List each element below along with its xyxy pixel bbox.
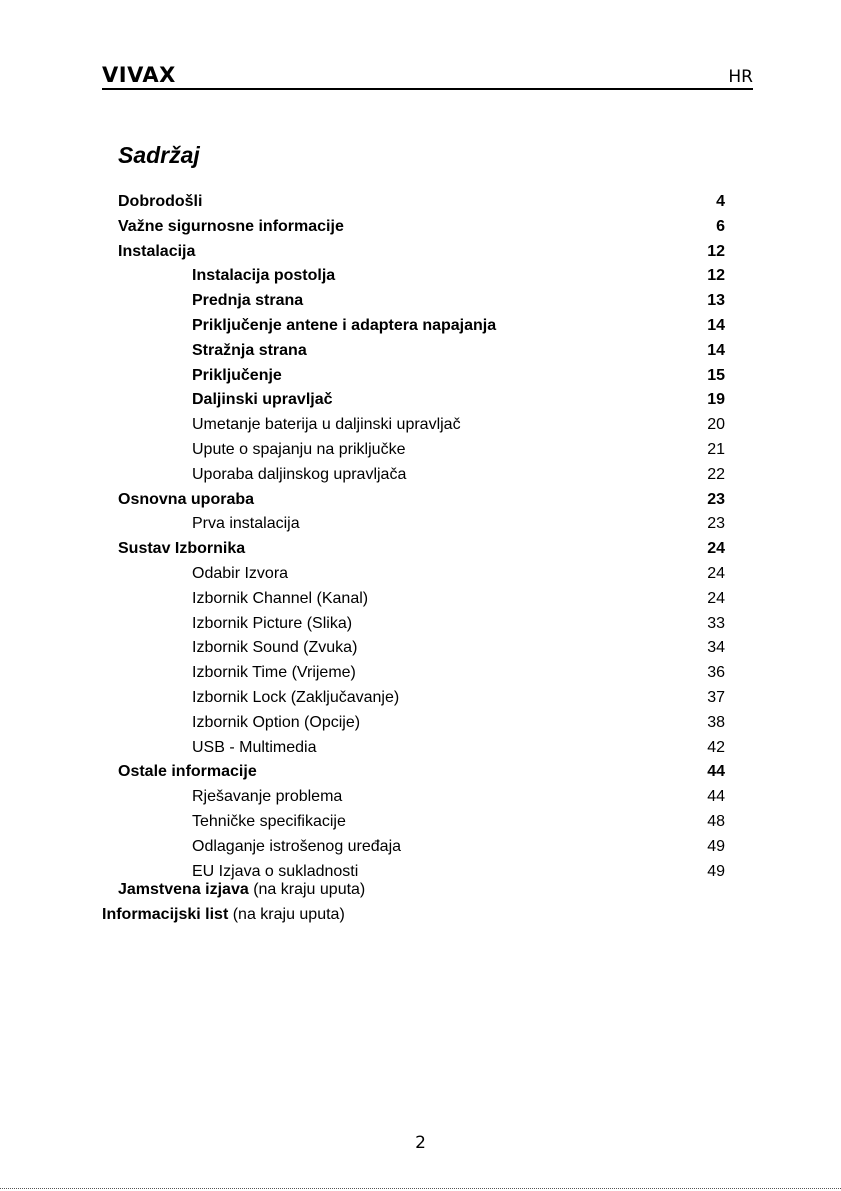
toc-entry-title: Izbornik Option (Opcije)	[192, 713, 361, 731]
page-number: 2	[415, 1133, 426, 1153]
language-code: HR	[728, 67, 753, 87]
toc-entry-title: EU Izjava o sukladnosti	[192, 862, 359, 880]
toc-entry-title: Rješavanje problema	[192, 788, 343, 806]
toc-entry	[0, 264, 841, 288]
page-header	[102, 62, 753, 90]
toc-entry	[0, 488, 841, 512]
bottom-divider	[0, 1188, 841, 1189]
toc-entry	[0, 364, 841, 388]
toc-entry-text	[118, 878, 365, 902]
toc-entry	[0, 785, 841, 809]
toc-entry-title: Instalacija postolja	[192, 267, 336, 285]
toc-entry-title: Priključenje antene i adaptera napajanja	[192, 317, 497, 334]
toc-entry-infosheet	[0, 903, 841, 927]
toc-entry	[0, 760, 841, 784]
toc-entry-page: 24	[707, 540, 725, 558]
toc-entry-warranty	[0, 878, 841, 902]
toc-entry-title: Izbornik Picture (Slika)	[192, 614, 353, 632]
toc-entry	[0, 512, 841, 536]
page-title: Sadržaj	[118, 142, 200, 168]
toc-entry-page: 23	[707, 490, 725, 508]
toc-entry-page: 37	[707, 689, 725, 706]
toc-entry	[0, 215, 841, 239]
toc-entry-title: Ostale informacije	[118, 763, 257, 781]
toc-entry-title: Odabir Izvora	[192, 565, 289, 582]
toc-entry-page: 21	[707, 441, 725, 458]
toc-entry-page: 15	[707, 366, 725, 384]
toc-entry-title: Osnovna uporaba	[118, 490, 255, 508]
toc-entry-title: Uporaba daljinskog upravljača	[192, 465, 407, 483]
toc-entry	[0, 314, 841, 338]
toc-entry	[0, 289, 841, 313]
toc-entry-page: 22	[707, 465, 725, 483]
toc-entry	[0, 463, 841, 487]
toc-entry-page: 34	[707, 639, 725, 657]
toc-entry	[0, 587, 841, 611]
toc-entry	[0, 661, 841, 685]
toc-entry-page: 38	[707, 713, 725, 731]
toc-entry-title: USB - Multimedia	[192, 738, 317, 756]
toc-entry	[0, 562, 841, 586]
toc-entry-title: Izbornik Time (Vrijeme)	[192, 664, 356, 682]
toc-entry-note: (na kraju uputa)	[228, 906, 345, 923]
toc-entry-title: Izbornik Lock (Zaključavanje)	[192, 689, 400, 706]
toc-entry-page: 48	[707, 813, 725, 830]
toc-entry-page: 6	[716, 217, 725, 235]
toc-entry-bold-text: Informacijski list	[102, 906, 229, 923]
toc-entry-page: 20	[707, 416, 725, 434]
toc-entry-page: 33	[707, 614, 725, 632]
toc-entry-page: 44	[707, 788, 725, 806]
toc-entry-text	[102, 903, 345, 927]
toc-entry-title: Prva instalacija	[192, 515, 300, 533]
toc-entry	[0, 438, 841, 462]
toc-entry-page: 23	[707, 515, 725, 533]
toc-entry-page: 14	[707, 317, 725, 334]
toc-entry	[0, 413, 841, 437]
toc-entry-title: Umetanje baterija u daljinski upravljač	[192, 416, 461, 434]
toc-entry	[0, 537, 841, 561]
toc-entry-bold-text: Jamstvena izjava	[118, 881, 249, 898]
toc-entry-title: Priključenje	[192, 366, 282, 384]
toc-entry-page: 49	[707, 862, 725, 880]
toc-entry	[0, 835, 841, 859]
toc-entry-page: 42	[707, 738, 725, 756]
toc-entry-title: Dobrodošli	[118, 193, 203, 210]
toc-entry-title: Sustav Izbornika	[118, 540, 246, 558]
toc-entry-page: 12	[707, 267, 725, 285]
toc-entry-title: Važne sigurnosne informacije	[118, 217, 344, 235]
toc-entry-title: Odlaganje istrošenog uređaja	[192, 837, 402, 855]
toc-entry-page: 24	[707, 565, 725, 582]
toc-entry-page: 19	[707, 391, 725, 409]
toc-entry-page: 13	[707, 292, 725, 310]
toc-entry	[0, 810, 841, 834]
toc-entry	[0, 636, 841, 660]
toc-entry-page: 36	[707, 664, 725, 682]
toc-entry-page: 12	[707, 242, 725, 260]
toc-entry-title: Stražnja strana	[192, 341, 307, 359]
toc-entry-note: (na kraju uputa)	[248, 881, 366, 898]
toc-entry	[0, 686, 841, 710]
toc-entry-title: Upute o spajanju na priključke	[192, 441, 406, 458]
toc-entry	[0, 736, 841, 760]
toc-entry	[0, 339, 841, 363]
toc-entry	[0, 612, 841, 636]
toc-entry-title: Prednja strana	[192, 292, 304, 310]
toc-entry	[0, 190, 841, 214]
toc-entry	[0, 388, 841, 412]
toc-entry-title: Instalacija	[118, 242, 196, 260]
toc-entry-title: Tehničke specifikacije	[192, 813, 346, 830]
brand-logo: VIVAX	[102, 63, 176, 87]
toc-entry-page: 24	[707, 589, 725, 607]
toc-entry-title: Izbornik Channel (Kanal)	[192, 589, 369, 607]
toc-entry-page: 44	[707, 763, 725, 781]
toc-entry	[0, 711, 841, 735]
toc-entry	[0, 240, 841, 264]
toc-entry-title: Daljinski upravljač	[192, 391, 333, 409]
toc-entry-page: 49	[707, 837, 725, 855]
toc-entry-title: Izbornik Sound (Zvuka)	[192, 639, 358, 657]
toc-entry-page: 4	[716, 193, 725, 210]
toc-entry-page: 14	[707, 341, 725, 359]
